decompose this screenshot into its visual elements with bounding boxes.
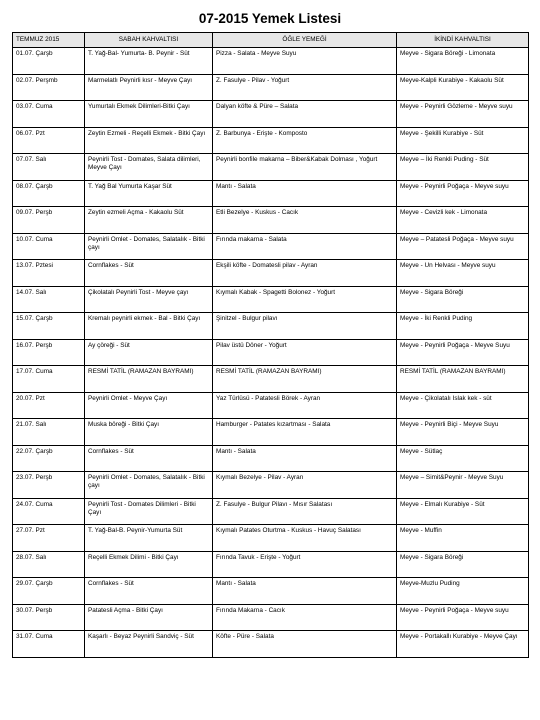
afternoon-cell: Meyve - Peynirli Biçi - Meyve Suyu [397, 419, 529, 446]
date-cell: 30.07. Perşb [13, 604, 85, 631]
breakfast-cell: Kremalı peynirli ekmek - Bal - Bitki Çayı [85, 313, 213, 340]
header-month: TEMMUZ 2015 [13, 33, 85, 48]
afternoon-cell: Meyve – Patatesli Poğaça - Meyve suyu [397, 233, 529, 260]
afternoon-cell: Meyve - Sütlaç [397, 445, 529, 472]
date-cell: 21.07. Salı [13, 419, 85, 446]
date-cell: 27.07. Pzt [13, 525, 85, 552]
breakfast-cell: Peynirli Omlet - Domates, Salatalık - Bitki çayı [85, 233, 213, 260]
table-row [13, 233, 529, 260]
breakfast-cell: Yumurtalı Ekmek Dilimleri-Bitki Çayı [85, 101, 213, 128]
breakfast-cell: Peynirli Omlet - Domates, Salatalık - Bitki çayı [85, 472, 213, 499]
breakfast-cell: T. Yağ-Bal- Yumurta- B. Peynir - Süt [85, 48, 213, 75]
date-cell: 20.07. Pzt [13, 392, 85, 419]
afternoon-cell: Meyve - Peynirli Poğaça - Meyve Suyu [397, 339, 529, 366]
afternoon-cell: Meyve - Peynirli Poğaça - Meyve suyu [397, 604, 529, 631]
lunch-cell: Kıymalı Kabak - Spagetti Bolonez - Yoğurt [213, 286, 397, 313]
lunch-cell: Etli Bezelye - Kuskus - Cacık [213, 207, 397, 234]
date-cell: 14.07. Salı [13, 286, 85, 313]
date-cell: 17.07. Cuma [13, 366, 85, 393]
table-row [13, 419, 529, 446]
date-cell: 13.07. Pztesi [13, 260, 85, 287]
table-row [13, 366, 529, 393]
afternoon-cell: Meyve-Kalpli Kurabiye - Kakaolu Süt [397, 74, 529, 101]
afternoon-cell: Meyve - Peynirli Gözleme - Meyve suyu [397, 101, 529, 128]
table-row [13, 48, 529, 75]
table-row [13, 392, 529, 419]
lunch-cell: Z. Fasulye - Bulgur Pilavı - Mısır Salatası [213, 498, 397, 525]
table-row [13, 180, 529, 207]
afternoon-cell: Meyve - Sigara Böreği [397, 551, 529, 578]
date-cell: 24.07. Cuma [13, 498, 85, 525]
lunch-cell: Fırında Tavuk - Erişte - Yoğurt [213, 551, 397, 578]
breakfast-cell: Peynirli Omlet - Meyve Çayı [85, 392, 213, 419]
afternoon-cell: Meyve - Sigara Böreği - Limonata [397, 48, 529, 75]
date-cell: 08.07. Çarşb [13, 180, 85, 207]
lunch-cell: Pizza - Salata - Meyve Suyu [213, 48, 397, 75]
date-cell: 31.07. Cuma [13, 631, 85, 658]
date-cell: 10.07. Cuma [13, 233, 85, 260]
lunch-cell: Kıymalı Patates Oturtma - Kuskus - Havuç Salatası [213, 525, 397, 552]
table-row [13, 445, 529, 472]
breakfast-cell: Çikolatalı Peynirli Tost - Meyve çayı [85, 286, 213, 313]
lunch-cell: Ekşili köfte - Domatesli pilav - Ayran [213, 260, 397, 287]
table-row [13, 127, 529, 154]
table-row [13, 631, 529, 658]
date-cell: 23.07. Perşb [13, 472, 85, 499]
afternoon-cell: Meyve - Peynirli Poğaça - Meyve suyu [397, 180, 529, 207]
table-row [13, 313, 529, 340]
lunch-cell: Fırında makarna - Salata [213, 233, 397, 260]
date-cell: 28.07. Salı [13, 551, 85, 578]
afternoon-cell: Meyve - Muffin [397, 525, 529, 552]
table-row [13, 604, 529, 631]
breakfast-cell: Cornflakes - Süt [85, 445, 213, 472]
date-cell: 07.07. Salı [13, 154, 85, 181]
date-cell: 15.07. Çarşb [13, 313, 85, 340]
breakfast-cell: Marmelatlı Peynirli kısr - Meyve Çayı [85, 74, 213, 101]
afternoon-cell: Meyve – İki Renkli Puding - Süt [397, 154, 529, 181]
afternoon-cell: Meyve - Sigara Böreği [397, 286, 529, 313]
table-row [13, 286, 529, 313]
afternoon-cell: Meyve – Simit&Peynir - Meyve Suyu [397, 472, 529, 499]
date-cell: 29.07. Çarşb [13, 578, 85, 605]
table-row [13, 525, 529, 552]
breakfast-cell: RESMİ TATİL (RAMAZAN BAYRAMI) [85, 366, 213, 393]
afternoon-cell: Meyve - Şekilli Kurabiye - Süt [397, 127, 529, 154]
lunch-cell: Dalyan köfte & Püre – Salata [213, 101, 397, 128]
page-title: 07-2015 Yemek Listesi [198, 11, 342, 26]
table-row [13, 472, 529, 499]
date-cell: 06.07. Pzt [13, 127, 85, 154]
table-row [13, 74, 529, 101]
table-row [13, 578, 529, 605]
header-breakfast: SABAH KAHVALTISI [85, 33, 213, 48]
table-row [13, 207, 529, 234]
table-row [13, 154, 529, 181]
breakfast-cell: Patatesli Açma - Bitki Çayı [85, 604, 213, 631]
lunch-cell: RESMİ TATİL (RAMAZAN BAYRAMI) [213, 366, 397, 393]
breakfast-cell: Peynirli Tost - Domates, Salata dilimleri, Meyve Çayı [85, 154, 213, 181]
afternoon-cell: Meyve - Elmalı Kurabiye - Süt [397, 498, 529, 525]
lunch-cell: Mantı - Salata [213, 180, 397, 207]
lunch-cell: Pilav üstü Döner - Yoğurt [213, 339, 397, 366]
lunch-cell: Fırında Makarna - Cacık [213, 604, 397, 631]
date-cell: 01.07. Çarşb [13, 48, 85, 75]
breakfast-cell: Kaşarlı - Beyaz Peynirli Sandviç - Süt [85, 631, 213, 658]
lunch-cell: Hamburger - Patates kızartması - Salata [213, 419, 397, 446]
table-row [13, 101, 529, 128]
menu-table [12, 32, 529, 658]
header-afternoon-snack: İKİNDİ KAHVALTISI [397, 33, 529, 48]
date-cell: 16.07. Perşb [13, 339, 85, 366]
afternoon-cell: Meyve - Portakallı Kurabiye - Meyve Çayı [397, 631, 529, 658]
afternoon-cell: Meyve - Cevizli kek - Limonata [397, 207, 529, 234]
lunch-cell: Peynirli bonfile makarna – Biber&Kabak Dolması , Yoğurt [213, 154, 397, 181]
breakfast-cell: Zeytin ezmeli Açma - Kakaolu Süt [85, 207, 213, 234]
lunch-cell: Köfte - Püre - Salata [213, 631, 397, 658]
date-cell: 02.07. Perşmb [13, 74, 85, 101]
lunch-cell: Mantı - Salata [213, 578, 397, 605]
breakfast-cell: T. Yağ Bal Yumurta Kaşar Süt [85, 180, 213, 207]
lunch-cell: Kıymalı Bezelye - Pilav - Ayran [213, 472, 397, 499]
lunch-cell: Yaz Türlüsü - Patatesli Börek - Ayran [213, 392, 397, 419]
breakfast-cell: Reçelli Ekmek Dilimi - Bitki Çayı [85, 551, 213, 578]
table-row [13, 498, 529, 525]
breakfast-cell: Cornflakes - Süt [85, 578, 213, 605]
breakfast-cell: Zeytin Ezmeli - Reçelli Ekmek - Bitki Çayı [85, 127, 213, 154]
table-row [13, 339, 529, 366]
table-row [13, 260, 529, 287]
breakfast-cell: Peynirli Tost - Domates Dilimleri - Bitki Çayı [85, 498, 213, 525]
afternoon-cell: Meyve - Un Helvası - Meyve suyu [397, 260, 529, 287]
date-cell: 22.07. Çarşb [13, 445, 85, 472]
table-header [13, 33, 529, 48]
breakfast-cell: T. Yağ-Bal-B. Peynir-Yumurta Süt [85, 525, 213, 552]
lunch-cell: Mantı - Salata [213, 445, 397, 472]
afternoon-cell: Meyve - Çikolatalı Islak kek - süt [397, 392, 529, 419]
breakfast-cell: Ay çöreği - Süt [85, 339, 213, 366]
afternoon-cell: Meyve-Muzlu Puding [397, 578, 529, 605]
date-cell: 09.07. Perşb [13, 207, 85, 234]
breakfast-cell: Muska böreği - Bitki Çayı [85, 419, 213, 446]
lunch-cell: Şinitzel - Bulgur pilavı [213, 313, 397, 340]
lunch-cell: Z. Barbunya - Erişte - Komposto [213, 127, 397, 154]
lunch-cell: Z. Fasulye - Pilav - Yoğurt [213, 74, 397, 101]
table-body [13, 48, 529, 658]
date-cell: 03.07. Cuma [13, 101, 85, 128]
table-row [13, 551, 529, 578]
afternoon-cell: RESMİ TATİL (RAMAZAN BAYRAMI) [397, 366, 529, 393]
afternoon-cell: Meyve - İki Renkli Puding [397, 313, 529, 340]
header-row [13, 33, 529, 48]
breakfast-cell: Cornflakes - Süt [85, 260, 213, 287]
header-lunch: ÖĞLE YEMEĞİ [213, 33, 397, 48]
